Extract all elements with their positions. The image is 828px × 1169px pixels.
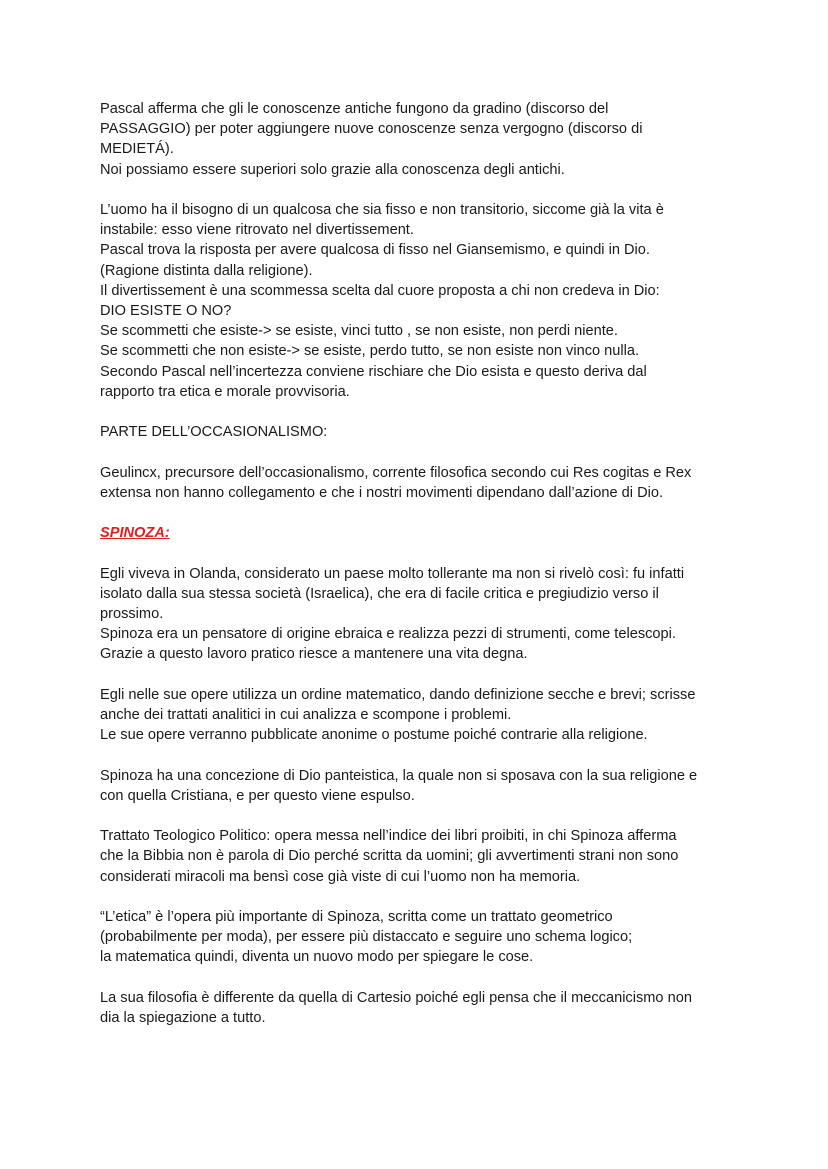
text-line: “L’etica” è l’opera più importante di Spinoza, scritta come un trattato geometrico xyxy=(100,908,613,925)
text-line: extensa non hanno collegamento e che i nostri movimenti dipendano dall’azione di Dio. xyxy=(100,484,664,501)
text-line: la matematica quindi, diventa un nuovo modo per spiegare le cose. xyxy=(100,949,534,966)
paragraph-trattato-teologico xyxy=(100,826,740,887)
paragraph-pascal-wager xyxy=(100,200,740,402)
paragraph-geulincx xyxy=(100,463,740,503)
text-line: Egli viveva in Olanda, considerato un paese molto tollerante ma non si rivelò così: fu infatti xyxy=(100,565,685,582)
paragraph-cartesio xyxy=(100,988,740,1028)
text-line: PASSAGGIO) per poter aggiungere nuove conoscenze senza vergogno (discorso di xyxy=(100,121,643,138)
text-line: MEDIETÁ). xyxy=(100,141,174,158)
paragraph-pascal-ancients xyxy=(100,99,740,180)
text-line: prossimo. xyxy=(100,606,164,622)
text-line: (Ragione distinta dalla religione). xyxy=(100,262,313,279)
text-line: Le sue opere verranno pubblicate anonime o postume poiché contrarie alla religione. xyxy=(100,727,648,744)
text-line: Spinoza era un pensatore di origine ebraica e realizza pezzi di strumenti, come telescopi. xyxy=(100,626,676,643)
document-page xyxy=(100,99,740,1048)
paragraph-spinoza-pantheism xyxy=(100,766,740,806)
text-line: con quella Cristiana, e per questo viene espulso. xyxy=(100,787,415,804)
text-line: Trattato Teologico Politico: opera messa nell’indice dei libri proibiti, in chi Spinoza afferma xyxy=(100,828,677,845)
text-line: considerati miracoli ma bensì cose già viste di cui l’uomo non ha memoria. xyxy=(100,868,581,885)
text-line: DIO ESISTE O NO? xyxy=(100,303,232,320)
text-line: instabile: esso viene ritrovato nel divertissement. xyxy=(100,222,414,239)
paragraph-spinoza-life xyxy=(100,564,740,665)
text-line: Spinoza ha una concezione di Dio panteistica, la quale non si sposava con la sua religione e xyxy=(100,767,698,784)
text-line: (probabilmente per moda), per essere più distaccato e seguire uno schema logico; xyxy=(100,929,633,946)
text-line: rapporto tra etica e morale provvisoria. xyxy=(100,383,350,400)
text-line: Geulincx, precursore dell’occasionalismo, corrente filosofica secondo cui Res cogitas e Rex xyxy=(100,464,692,481)
section-label-occasionalism xyxy=(100,422,740,442)
section-heading-spinoza: SPINOZA: xyxy=(100,525,170,542)
text-line: anche dei trattati analitici in cui analizza e scompone i problemi. xyxy=(100,707,512,723)
text-line: Secondo Pascal nell’incertezza conviene rischiare che Dio esista e questo deriva dal xyxy=(100,363,647,380)
text-line: Se scommetti che non esiste-> se esiste, perdo tutto, se non esiste non vinco nulla. xyxy=(100,343,640,360)
text-line: Pascal afferma che gli le conoscenze antiche fungono da gradino (discorso del xyxy=(100,101,609,117)
text-line: che la Bibbia non è parola di Dio perché scritta da uomini; gli avvertimenti strani non sono xyxy=(100,848,679,865)
text-line: Pascal trova la risposta per avere qualcosa di fisso nel Giansemismo, e quindi in Dio. xyxy=(100,242,650,259)
paragraph-spinoza-method xyxy=(100,685,740,746)
text-line: Egli nelle sue opere utilizza un ordine matematico, dando definizione secche e brevi; scrisse xyxy=(100,686,696,703)
paragraph-etica xyxy=(100,907,740,968)
text-line: Noi possiamo essere superiori solo grazie alla conoscenza degli antichi. xyxy=(100,161,565,178)
text-line: Il divertissement è una scommessa scelta dal cuore proposta a chi non credeva in Dio: xyxy=(100,282,660,299)
text-line: Grazie a questo lavoro pratico riesce a mantenere una vita degna. xyxy=(100,646,528,663)
text-line: isolato dalla sua stessa società (Israelica), che era di facile critica e pregiudizio verso il xyxy=(100,585,659,602)
text-line: dia la spiegazione a tutto. xyxy=(100,1009,266,1026)
text-line: PARTE DELL’OCCASIONALISMO: xyxy=(100,424,328,441)
text-line: La sua filosofia è differente da quella di Cartesio poiché egli pensa che il meccanicismo non xyxy=(100,989,692,1006)
text-line: Se scommetti che esiste-> se esiste, vinci tutto , se non esiste, non perdi niente. xyxy=(100,323,618,340)
text-line: L’uomo ha il bisogno di un qualcosa che sia fisso e non transitorio, siccome già la vita è xyxy=(100,202,664,218)
